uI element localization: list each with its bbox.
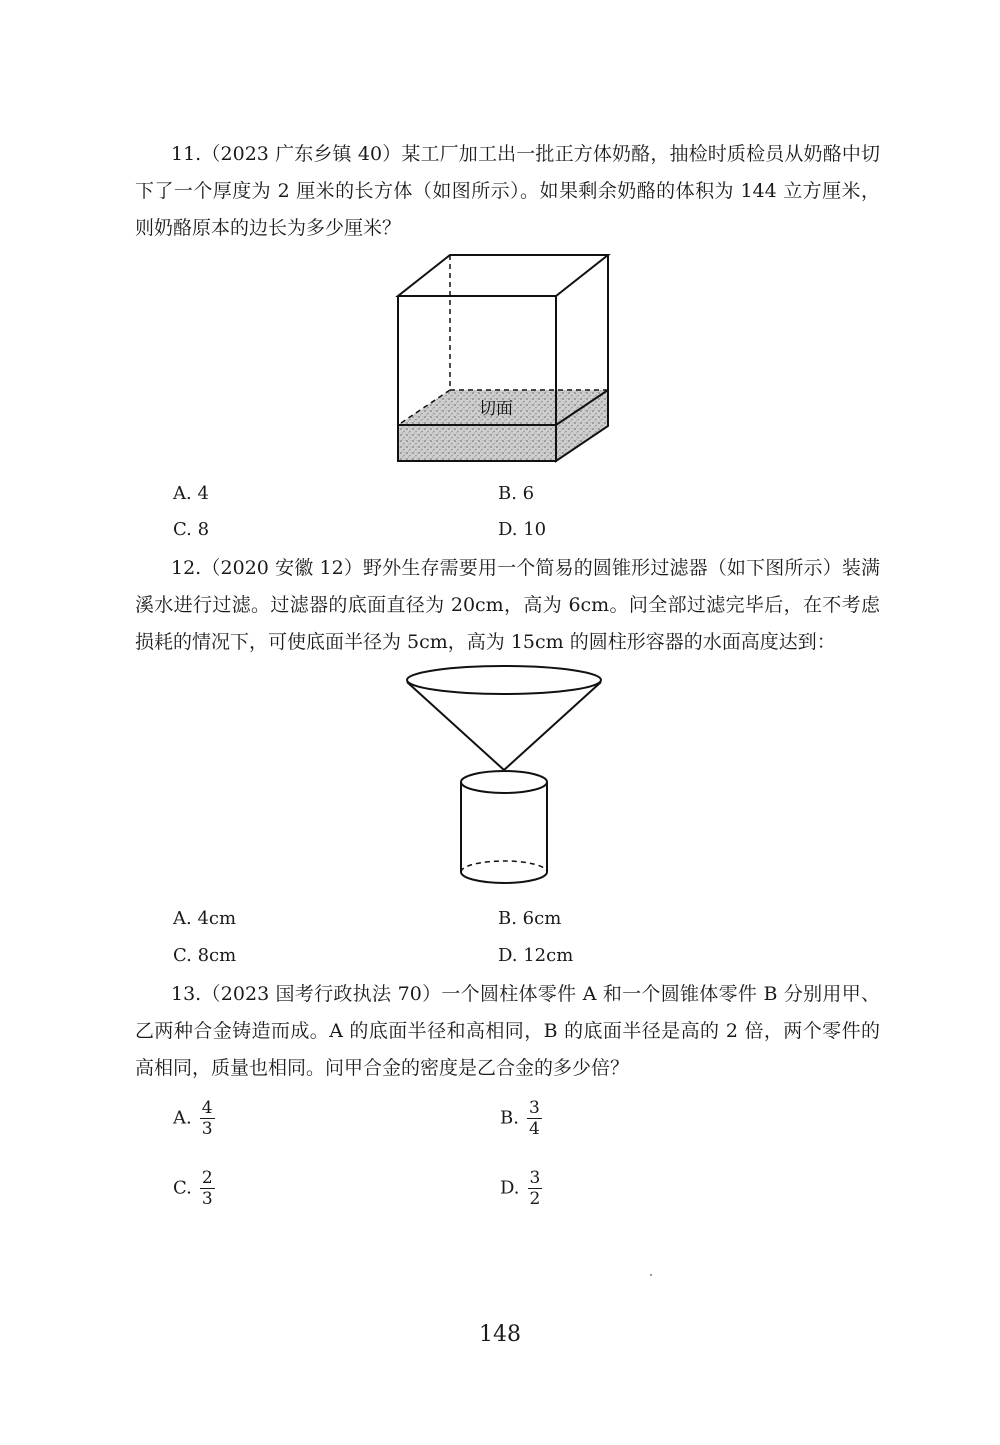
fraction (200, 1098, 215, 1139)
denominator: 3 (201, 1119, 213, 1139)
numerator: 4 (201, 1098, 213, 1118)
q11-option-c[interactable]: C. 8 (173, 519, 210, 540)
q12-option-d[interactable]: D. 12cm (498, 945, 574, 966)
numerator: 2 (201, 1168, 213, 1188)
q13-option-c[interactable] (173, 1168, 215, 1209)
option-letter: A. (173, 1107, 192, 1129)
cylinder-container (461, 771, 547, 883)
denominator: 4 (528, 1119, 540, 1139)
q11-option-b[interactable]: B. 6 (498, 483, 535, 504)
numerator: 3 (529, 1168, 541, 1188)
question-13-text: 13.（2023 国考行政执法 70）一个圆柱体零件 A 和一个圆锥体零件 B 分别用甲、乙两种合金铸造而成。A 的底面半径和高相同，B 的底面半径是高的 2 倍，两个零件的高相同，质量也相同。问甲合金的密度是乙合金的多少倍？ (135, 983, 880, 1079)
question-12-text: 12.（2020 安徽 12）野外生存需要用一个简易的圆锥形过滤器（如下图所示）装满溪水进行过滤。过滤器的底面直径为 20cm，高为 6cm。问全部过滤完毕后，在不考虑损耗的情况下，可使底面半径为 5cm，高为 15cm 的圆柱形容器的水面高度达到： (135, 557, 880, 653)
q12-option-b[interactable]: B. 6cm (498, 908, 562, 929)
scan-speck (650, 1274, 652, 1276)
numerator: 3 (528, 1098, 540, 1118)
q13-option-d[interactable] (500, 1168, 542, 1209)
question-11-text: 11.（2023 广东乡镇 40）某工厂加工出一批正方体奶酪，抽检时质检员从奶酪中切下了一个厚度为 2 厘米的长方体（如图所示）。如果剩余奶酪的体积为 144 立方厘米，则奶酪原本的边长为多少厘米？ (135, 143, 880, 239)
cut-face-label: 切面 (479, 399, 513, 419)
q12-option-a[interactable]: A. 4cm (173, 908, 237, 929)
q13-option-b[interactable] (500, 1098, 542, 1139)
cube-diagram (388, 248, 618, 468)
option-letter: C. (173, 1177, 192, 1199)
option-letter: B. (500, 1107, 519, 1129)
q11-option-a[interactable]: A. 4 (173, 483, 209, 504)
cone-cylinder-diagram (400, 662, 610, 892)
fraction (200, 1168, 215, 1209)
option-letter: D. (500, 1177, 520, 1199)
q12-option-c[interactable]: C. 8cm (173, 945, 237, 966)
q11-option-d[interactable]: D. 10 (498, 519, 547, 540)
denominator: 2 (529, 1189, 541, 1209)
denominator: 3 (201, 1189, 213, 1209)
fraction (527, 1098, 542, 1139)
q13-option-a[interactable] (173, 1098, 215, 1139)
cone-filter (407, 666, 601, 770)
page-number: 148 (479, 1322, 521, 1347)
fraction (528, 1168, 543, 1209)
